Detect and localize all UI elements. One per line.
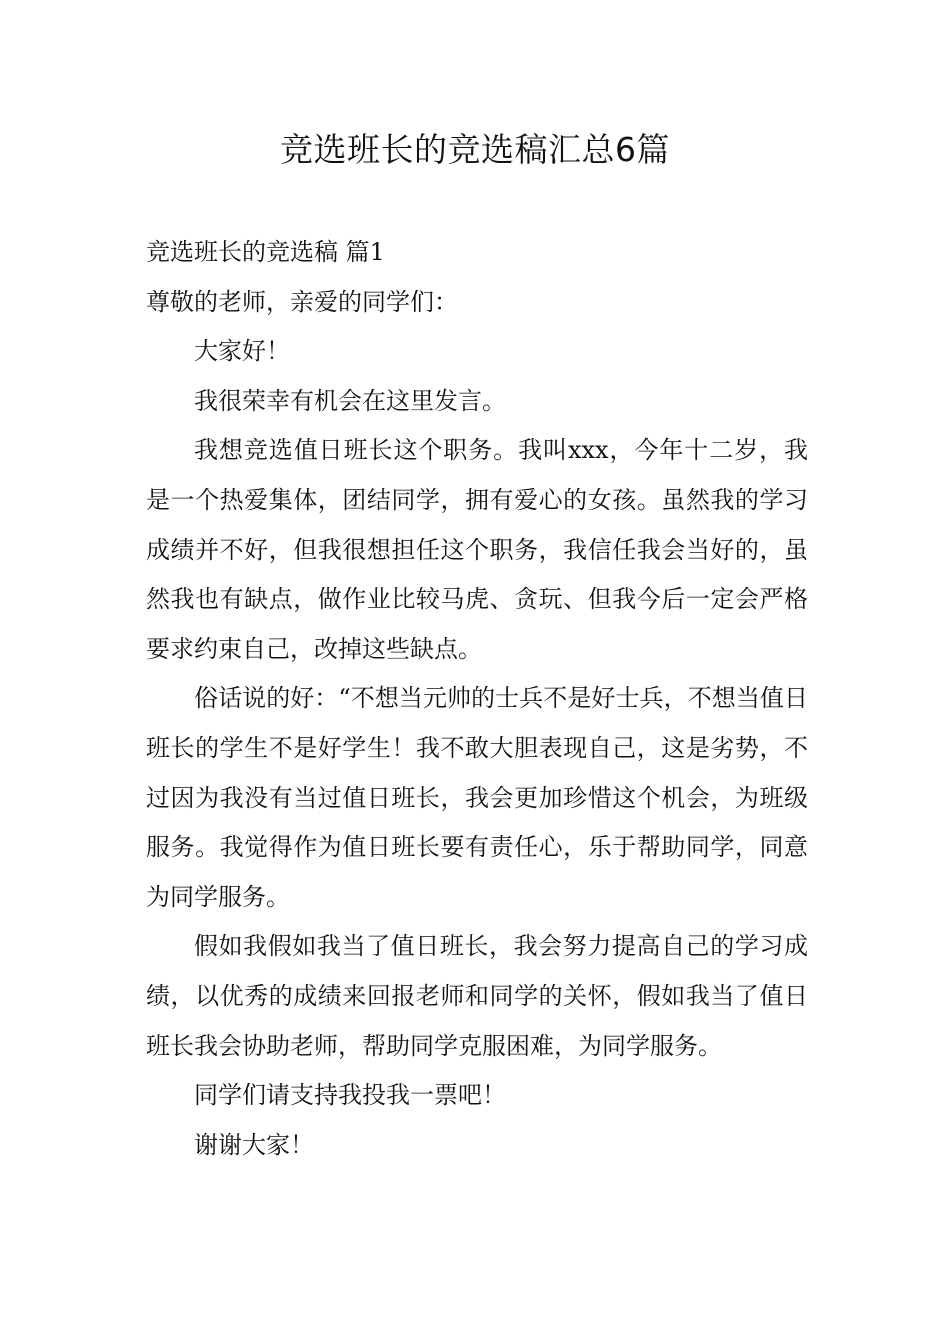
paragraph-honored: 我很荣幸有机会在这里发言。 bbox=[194, 386, 506, 415]
paragraph-thanks: 谢谢大家！ bbox=[194, 1130, 314, 1159]
paragraph-greeting: 大家好！ bbox=[194, 337, 290, 366]
salutation: 尊敬的老师，亲爱的同学们： bbox=[146, 287, 458, 316]
paragraph-promise: 假如我假如我当了值日班长，我会努力提高自己的学习成绩，以优秀的成绩来回报老师和同学的关怀，假如我当了值日班长我会协助老师，帮助同学克服困难，为同学服务。 bbox=[146, 932, 808, 1060]
document-title: 竞选班长的竞选稿汇总6篇 bbox=[280, 130, 670, 169]
paragraph-proverb: 俗话说的好：“不想当元帅的士兵不是好士兵，不想当值日班长的学生不是好学生！我不敢大胆表现自己，这是劣势，不过因为我没有当过值日班长，我会更加珍惜这个机会，为班级服务。我觉得作为值日班长要有责任心，乐于帮助同学，同意为同学服务。 bbox=[146, 684, 808, 911]
section-heading: 竞选班长的竞选稿 篇1 bbox=[146, 238, 385, 266]
document-body bbox=[146, 228, 808, 1170]
paragraph-vote-request: 同学们请支持我投我一票吧！ bbox=[194, 1081, 506, 1110]
paragraph-introduction: 我想竞选值日班长这个职务。我叫xxx，今年十二岁，我是一个热爱集体，团结同学，拥有爱心的女孩。虽然我的学习成绩并不好，但我很想担任这个职务，我信任我会当好的，虽然我也有缺点，做作业比较马虎、贪玩、但我今后一定会严格要求约束自己，改掉这些缺点。 bbox=[146, 436, 808, 663]
